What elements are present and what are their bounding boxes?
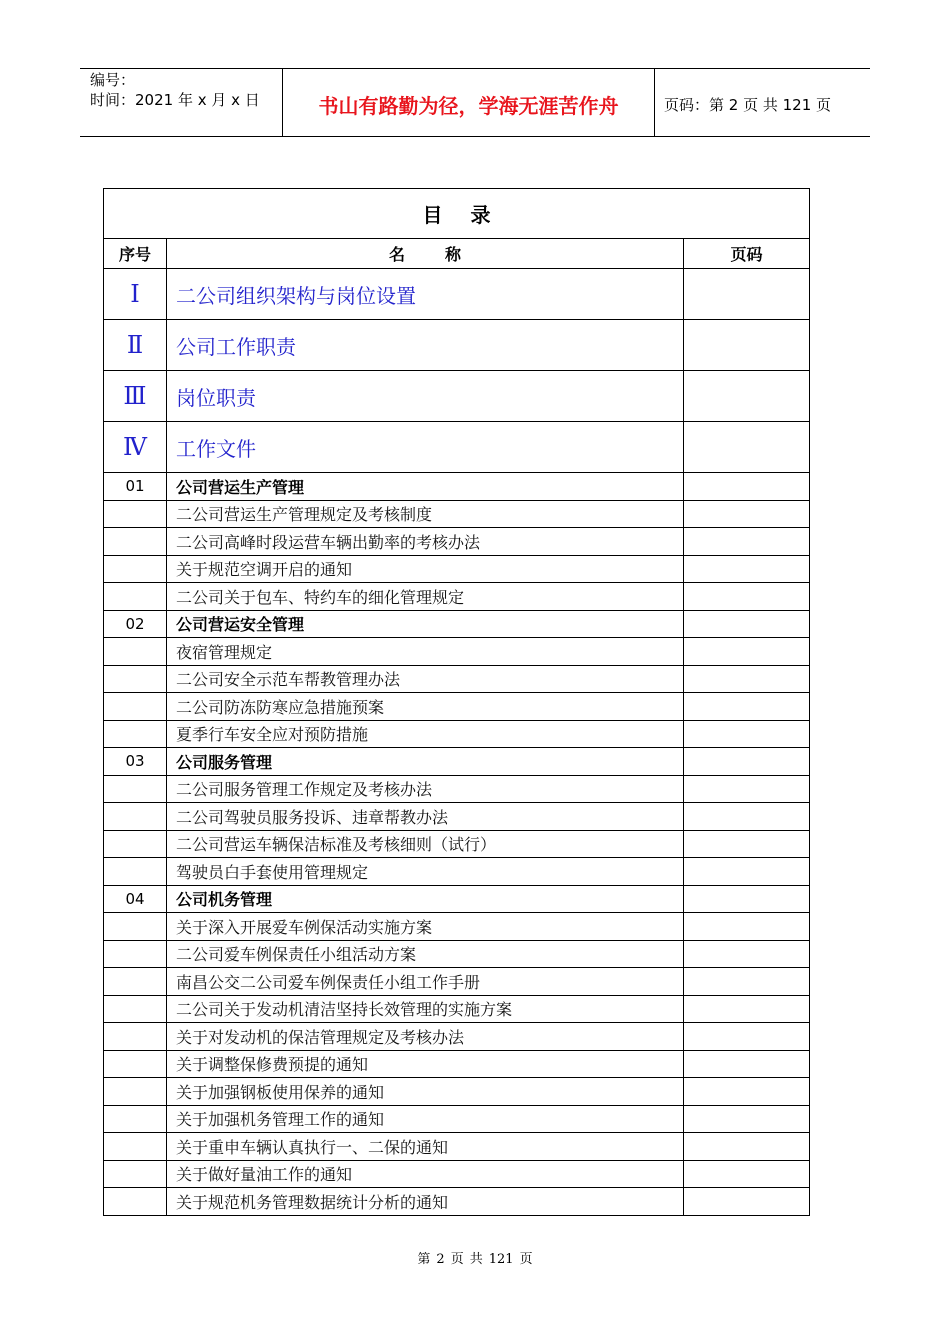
- toc-section-row: [104, 422, 810, 473]
- item-name: 关于重申车辆认真执行一、二保的通知: [167, 1133, 684, 1161]
- toc-group-row: [104, 473, 810, 501]
- section-page: [684, 269, 810, 320]
- footer-page-num: 2: [436, 1252, 445, 1267]
- group-page: [684, 748, 810, 776]
- group-name: 公司服务管理: [167, 748, 684, 776]
- item-page: [684, 913, 810, 941]
- item-page: [684, 1105, 810, 1133]
- section-page: [684, 371, 810, 422]
- item-number: [104, 1160, 167, 1188]
- group-number: 01: [104, 473, 167, 501]
- item-page: [684, 1160, 810, 1188]
- item-name: 关于对发动机的保洁管理规定及考核办法: [167, 1023, 684, 1051]
- section-name: 二公司组织架构与岗位设置: [167, 269, 684, 320]
- item-page: [684, 775, 810, 803]
- item-number: [104, 940, 167, 968]
- item-number: [104, 775, 167, 803]
- toc-item-row: [104, 638, 810, 666]
- footer-page-word: 第: [417, 1252, 431, 1267]
- section-number: Ⅳ: [104, 422, 167, 473]
- section-name: 岗位职责: [167, 371, 684, 422]
- toc-item-row: [104, 968, 810, 996]
- item-name: 关于加强机务管理工作的通知: [167, 1105, 684, 1133]
- toc-item-row: [104, 583, 810, 611]
- toc-title: 目录: [104, 189, 810, 239]
- toc-item-row: [104, 693, 810, 721]
- group-number: 03: [104, 748, 167, 776]
- toc-title-row: [104, 189, 810, 239]
- item-page: [684, 858, 810, 886]
- toc-section-row: [104, 269, 810, 320]
- group-name: 公司机务管理: [167, 885, 684, 913]
- toc-item-row: [104, 1188, 810, 1216]
- col-index-header: 序号: [104, 239, 167, 269]
- group-page: [684, 473, 810, 501]
- section-page: [684, 422, 810, 473]
- number-label: 编号：: [90, 71, 136, 89]
- toc-item-row: [104, 665, 810, 693]
- header-top-rule: [80, 68, 870, 69]
- item-number: [104, 720, 167, 748]
- item-page: [684, 968, 810, 996]
- group-name: 公司营运生产管理: [167, 473, 684, 501]
- item-number: [104, 693, 167, 721]
- item-page: [684, 500, 810, 528]
- item-number: [104, 638, 167, 666]
- toc-item-row: [104, 913, 810, 941]
- item-name: 夏季行车安全应对预防措施: [167, 720, 684, 748]
- toc-item-row: [104, 1105, 810, 1133]
- item-number: [104, 500, 167, 528]
- item-page: [684, 830, 810, 858]
- section-number: Ⅰ: [104, 269, 167, 320]
- item-number: [104, 1188, 167, 1216]
- toc-item-row: [104, 1078, 810, 1106]
- item-name: 关于规范空调开启的通知: [167, 555, 684, 583]
- item-number: [104, 583, 167, 611]
- toc-item-row: [104, 500, 810, 528]
- toc-section-row: [104, 371, 810, 422]
- item-name: 二公司营运生产管理规定及考核制度: [167, 500, 684, 528]
- item-number: [104, 555, 167, 583]
- toc-item-row: [104, 1133, 810, 1161]
- item-page: [684, 940, 810, 968]
- item-name: 二公司关于发动机清洁坚持长效管理的实施方案: [167, 995, 684, 1023]
- col-name-header: 名称: [167, 239, 684, 269]
- item-number: [104, 803, 167, 831]
- toc-group-row: [104, 748, 810, 776]
- item-page: [684, 583, 810, 611]
- group-number: 02: [104, 610, 167, 638]
- item-number: [104, 968, 167, 996]
- header-divider-right: [654, 68, 655, 136]
- toc-group-row: [104, 610, 810, 638]
- item-page: [684, 528, 810, 556]
- group-page: [684, 610, 810, 638]
- item-name: 二公司防冻防寒应急措施预案: [167, 693, 684, 721]
- item-page: [684, 1188, 810, 1216]
- group-name: 公司营运安全管理: [167, 610, 684, 638]
- item-name: 二公司驾驶员服务投诉、违章帮教办法: [167, 803, 684, 831]
- item-number: [104, 858, 167, 886]
- item-number: [104, 1078, 167, 1106]
- header-meta: [90, 70, 260, 110]
- toc-item-row: [104, 720, 810, 748]
- item-number: [104, 528, 167, 556]
- item-page: [684, 693, 810, 721]
- toc-section-row: [104, 320, 810, 371]
- item-page: [684, 1133, 810, 1161]
- header-motto: 书山有路勤为径，学海无涯苦作舟: [318, 94, 619, 118]
- item-page: [684, 1078, 810, 1106]
- item-page: [684, 555, 810, 583]
- item-number: [104, 1133, 167, 1161]
- item-name: 二公司关于包车、特约车的细化管理规定: [167, 583, 684, 611]
- group-page: [684, 885, 810, 913]
- footer-total-unit: 页: [519, 1252, 533, 1267]
- item-number: [104, 1105, 167, 1133]
- footer-page-unit: 页: [450, 1252, 464, 1267]
- item-number: [104, 665, 167, 693]
- header-page-info: 页码：第 2 页 共 121 页: [664, 96, 832, 114]
- item-name: 关于调整保修费预提的通知: [167, 1050, 684, 1078]
- item-number: [104, 995, 167, 1023]
- item-name: 二公司高峰时段运营车辆出勤率的考核办法: [167, 528, 684, 556]
- toc-item-row: [104, 995, 810, 1023]
- toc-item-row: [104, 555, 810, 583]
- item-page: [684, 665, 810, 693]
- item-name: 关于规范机务管理数据统计分析的通知: [167, 1188, 684, 1216]
- item-name: 二公司爱车例保责任小组活动方案: [167, 940, 684, 968]
- item-page: [684, 1050, 810, 1078]
- item-name: 二公司营运车辆保洁标准及考核细则（试行）: [167, 830, 684, 858]
- toc-item-row: [104, 803, 810, 831]
- item-name: 南昌公交二公司爱车例保责任小组工作手册: [167, 968, 684, 996]
- toc-group-row: [104, 885, 810, 913]
- item-name: 二公司服务管理工作规定及考核办法: [167, 775, 684, 803]
- toc-table: [103, 188, 810, 1216]
- item-number: [104, 1023, 167, 1051]
- toc-header-row: [104, 239, 810, 269]
- item-page: [684, 1023, 810, 1051]
- footer-total-word: 共: [469, 1252, 483, 1267]
- item-page: [684, 803, 810, 831]
- item-page: [684, 638, 810, 666]
- item-name: 二公司安全示范车帮教管理办法: [167, 665, 684, 693]
- group-number: 04: [104, 885, 167, 913]
- item-name: 关于深入开展爱车例保活动实施方案: [167, 913, 684, 941]
- page-footer: [0, 1248, 950, 1267]
- col-page-header: 页码: [684, 239, 810, 269]
- section-page: [684, 320, 810, 371]
- toc-item-row: [104, 858, 810, 886]
- item-name: 夜宿管理规定: [167, 638, 684, 666]
- item-page: [684, 995, 810, 1023]
- toc-item-row: [104, 1160, 810, 1188]
- time-label: 时间：2021 年 x 月 x 日: [90, 91, 260, 109]
- toc-item-row: [104, 940, 810, 968]
- toc-item-row: [104, 775, 810, 803]
- item-number: [104, 1050, 167, 1078]
- item-number: [104, 830, 167, 858]
- section-number: Ⅱ: [104, 320, 167, 371]
- item-name: 驾驶员白手套使用管理规定: [167, 858, 684, 886]
- section-name: 工作文件: [167, 422, 684, 473]
- toc-item-row: [104, 1050, 810, 1078]
- section-name: 公司工作职责: [167, 320, 684, 371]
- item-name: 关于做好量油工作的通知: [167, 1160, 684, 1188]
- toc-item-row: [104, 830, 810, 858]
- header-bottom-rule: [80, 136, 870, 137]
- toc-item-row: [104, 528, 810, 556]
- section-number: Ⅲ: [104, 371, 167, 422]
- toc-item-row: [104, 1023, 810, 1051]
- item-name: 关于加强钢板使用保养的通知: [167, 1078, 684, 1106]
- item-page: [684, 720, 810, 748]
- footer-total-num: 121: [488, 1252, 514, 1267]
- item-number: [104, 913, 167, 941]
